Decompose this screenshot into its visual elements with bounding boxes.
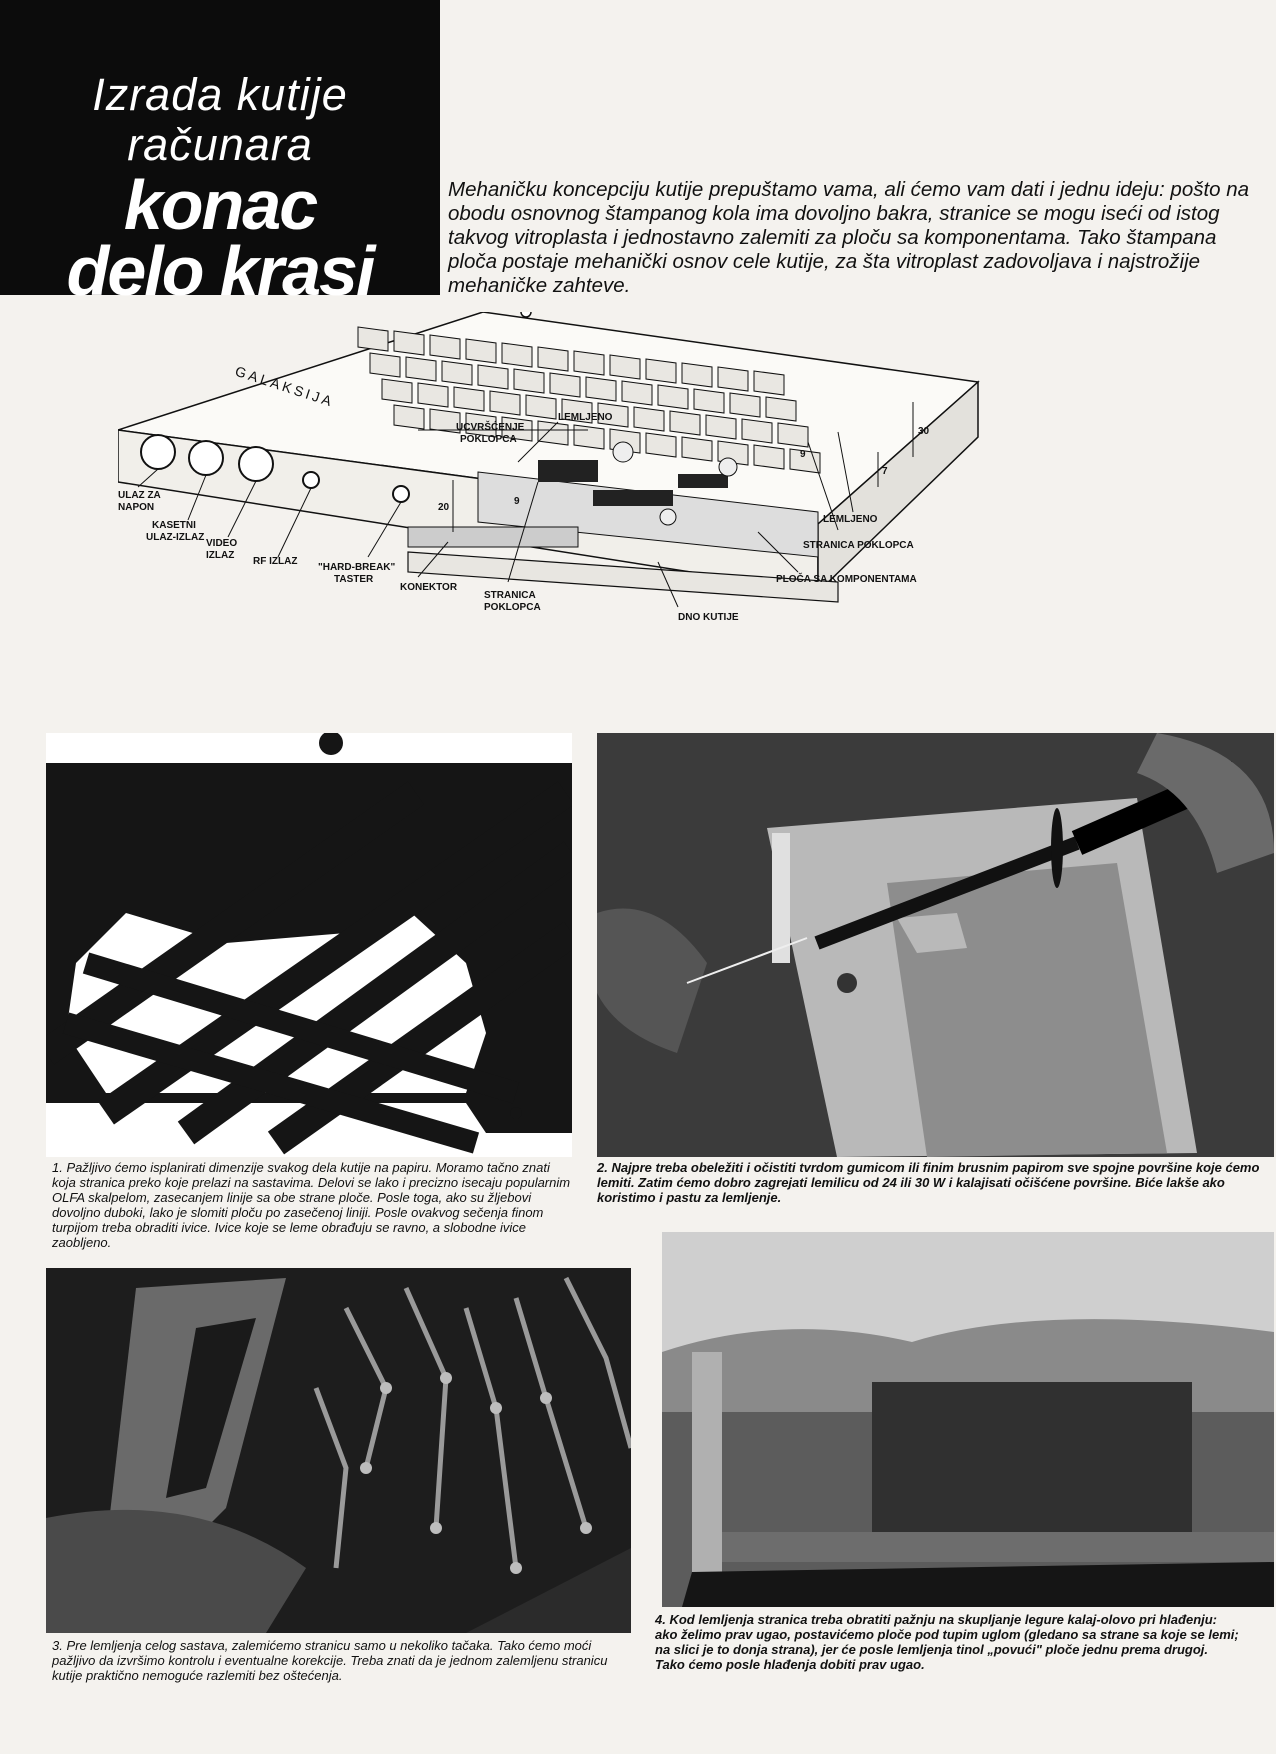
rf-jack xyxy=(303,472,319,488)
label-rf-out: RF IZLAZ xyxy=(253,556,298,567)
label-brand: GALAKSIJA xyxy=(233,362,337,410)
dim-9a: 9 xyxy=(800,449,806,460)
video-jack xyxy=(239,447,273,481)
keyboard-key xyxy=(574,351,604,375)
dim-9b: 9 xyxy=(514,496,520,507)
label-lid-mount-2: POKLOPCA xyxy=(460,434,517,445)
keyboard-key xyxy=(370,353,400,377)
keyboard-key xyxy=(694,389,724,413)
keyboard-key xyxy=(538,347,568,371)
keyboard-key xyxy=(574,425,604,449)
chip-2 xyxy=(593,490,673,506)
power-jack xyxy=(141,435,175,469)
keyboard-key xyxy=(406,357,436,381)
title-block xyxy=(0,0,440,310)
keyboard-key xyxy=(394,331,424,355)
photo-2-soldering xyxy=(597,733,1274,1157)
caption-3: 3. Pre lemljenja celog sastava, zalemićemo stranicu samo u nekoliko tačaka. Tako ćemo moći pažljivo da izvršimo kontrolu i eventualne korekcije. Treba znati da je jednom zalemljenu stranicu kutije praktično nemoguće razlemiti bez oštećenja. xyxy=(52,1638,608,1683)
keyboard-key xyxy=(706,415,736,439)
capacitor-3 xyxy=(660,509,676,525)
intro-paragraph: Mehaničku koncepciju kutije prepuštamo vama, ali ćemo vam dati i jednu ideju: pošto na obodu osnovnog štampanog kola ima dovoljno bakra, stranice se mogu iseći od istog takvog vitroplasta i jednostavno zalemiti za ploču sa komponentama. Tako štampana ploča postaje mehanički osnov cele kutije, za šta vitroplast zadovoljava i najstrožije mehaničke zahteve. xyxy=(448,178,1250,297)
keyboard-key xyxy=(358,327,388,351)
keyboard-key xyxy=(442,361,472,385)
keyboard-key xyxy=(454,387,484,411)
keyboard-key xyxy=(754,445,784,469)
label-lid-mount-1: UCVRŠĆENJE xyxy=(456,422,525,433)
keyboard-key xyxy=(382,379,412,403)
label-component-board: PLOČA SA KOMPONENTAMA xyxy=(776,574,917,585)
label-cassette-2: ULAZ-IZLAZ xyxy=(146,532,205,543)
keyboard-key xyxy=(466,339,496,363)
label-lid-side-bottom-2: POKLOPCA xyxy=(484,602,541,613)
photo-4-corner xyxy=(662,1232,1274,1607)
keyboard-key xyxy=(490,391,520,415)
label-soldered-right: LEMLJENO xyxy=(823,514,878,525)
keyboard-key xyxy=(682,437,712,461)
label-connector: KONEKTOR xyxy=(400,582,458,593)
keyboard-key xyxy=(538,421,568,445)
photo-1-stencil xyxy=(46,733,572,1157)
caption-2: 2. Najpre treba obeležiti i očistiti tvrdom gumicom ili finim brusnim papirom sve spojne površine koje ćemo lemiti. Zatim ćemo dobro zagrejati lemilicu od 24 ili 30 W i kalajisati očišćene površine. Biće lakše ako koristimo i pastu za lemljenje. xyxy=(597,1160,1260,1205)
keyboard-key xyxy=(526,395,556,419)
keyboard-key xyxy=(658,385,688,409)
keyboard-key xyxy=(430,335,460,359)
title-line-3: konac xyxy=(123,166,317,244)
led-indicator xyxy=(521,312,531,317)
label-video-1: VIDEO xyxy=(206,538,238,549)
title-line-1: Izrada kutije xyxy=(92,69,348,120)
keyboard-key xyxy=(502,343,532,367)
keyboard-key xyxy=(610,355,640,379)
keyboard-key xyxy=(418,383,448,407)
keyboard-key xyxy=(682,363,712,387)
keyboard-key xyxy=(586,377,616,401)
keyboard-key xyxy=(550,373,580,397)
keyboard-key xyxy=(718,367,748,391)
label-video-2: IZLAZ xyxy=(206,550,235,561)
label-cassette-1: KASETNI xyxy=(152,520,196,531)
keyboard-key xyxy=(394,405,424,429)
dim-30: 30 xyxy=(918,426,930,437)
capacitor-1 xyxy=(613,442,633,462)
label-power-1: ULAZ ZA xyxy=(118,490,161,501)
keyboard-key xyxy=(670,411,700,435)
keyboard-key xyxy=(766,397,796,421)
label-power-2: NAPON xyxy=(118,502,155,513)
keyboard-key xyxy=(634,407,664,431)
keyboard-key xyxy=(514,369,544,393)
caption-4: 4. Kod lemljenja stranica treba obratiti pažnju na skupljanje legure kalaj-olovo pri hlađenju: ako želimo prav ugao, postavićemo ploče pod tupim uglom (gledano sa strane sa koje se lemi; na slici je to donja strana), jer će posle lemljenja tinol „povući" ploče jednu prema drugoj. Tako ćemo posle hlađenja dobiti prav ugao. xyxy=(655,1612,1239,1672)
keyboard-key xyxy=(754,371,784,395)
chip-1 xyxy=(538,460,598,482)
dim-7: 7 xyxy=(882,466,888,477)
label-case-bottom: DNO KUTIJE xyxy=(678,612,739,623)
keyboard-key xyxy=(646,359,676,383)
keyboard-key xyxy=(742,419,772,443)
title-line-4: delo krasi xyxy=(66,232,374,310)
label-lid-side-right: STRANICA POKLOPCA xyxy=(803,540,914,551)
photo-3-pcb xyxy=(46,1268,631,1633)
keyboard-key xyxy=(646,433,676,457)
label-lid-side-bottom-1: STRANICA xyxy=(484,590,536,601)
chip-3 xyxy=(678,474,728,488)
keyboard-key xyxy=(478,365,508,389)
connector-edge xyxy=(408,527,578,547)
dim-20: 20 xyxy=(438,502,450,513)
label-hard-break-1: "HARD-BREAK" xyxy=(318,562,396,573)
hard-break-button xyxy=(393,486,409,502)
label-hard-break-2: TASTER xyxy=(334,574,374,585)
keyboard-key xyxy=(730,393,760,417)
capacitor-2 xyxy=(719,458,737,476)
label-soldered-top: LEMLJENO xyxy=(558,412,613,423)
keyboard-key xyxy=(622,381,652,405)
case-diagram xyxy=(118,312,1018,702)
keyboard-key xyxy=(778,423,808,447)
cassette-jack xyxy=(189,441,223,475)
caption-1: 1. Pažljivo ćemo isplanirati dimenzije svakog dela kutije na papiru. Moramo tačno znati koja stranica preko koje prelazi na sastavima. Delovi se lako i precizno isecaju popularnim OLFA skalpelom, zasecanjem linije sa obe strane ploče. Posle toga, ako su žljebovi dovoljno duboki, lako je slomiti ploču po zasečenoj liniji. Posle ovakvog sečenja finom turpijom treba obraditi ivice. Ivice koje se leme obrađuju se ravno, a slobodne ivice zaobljeno. xyxy=(52,1160,571,1250)
title-line-2: računara xyxy=(127,119,313,170)
